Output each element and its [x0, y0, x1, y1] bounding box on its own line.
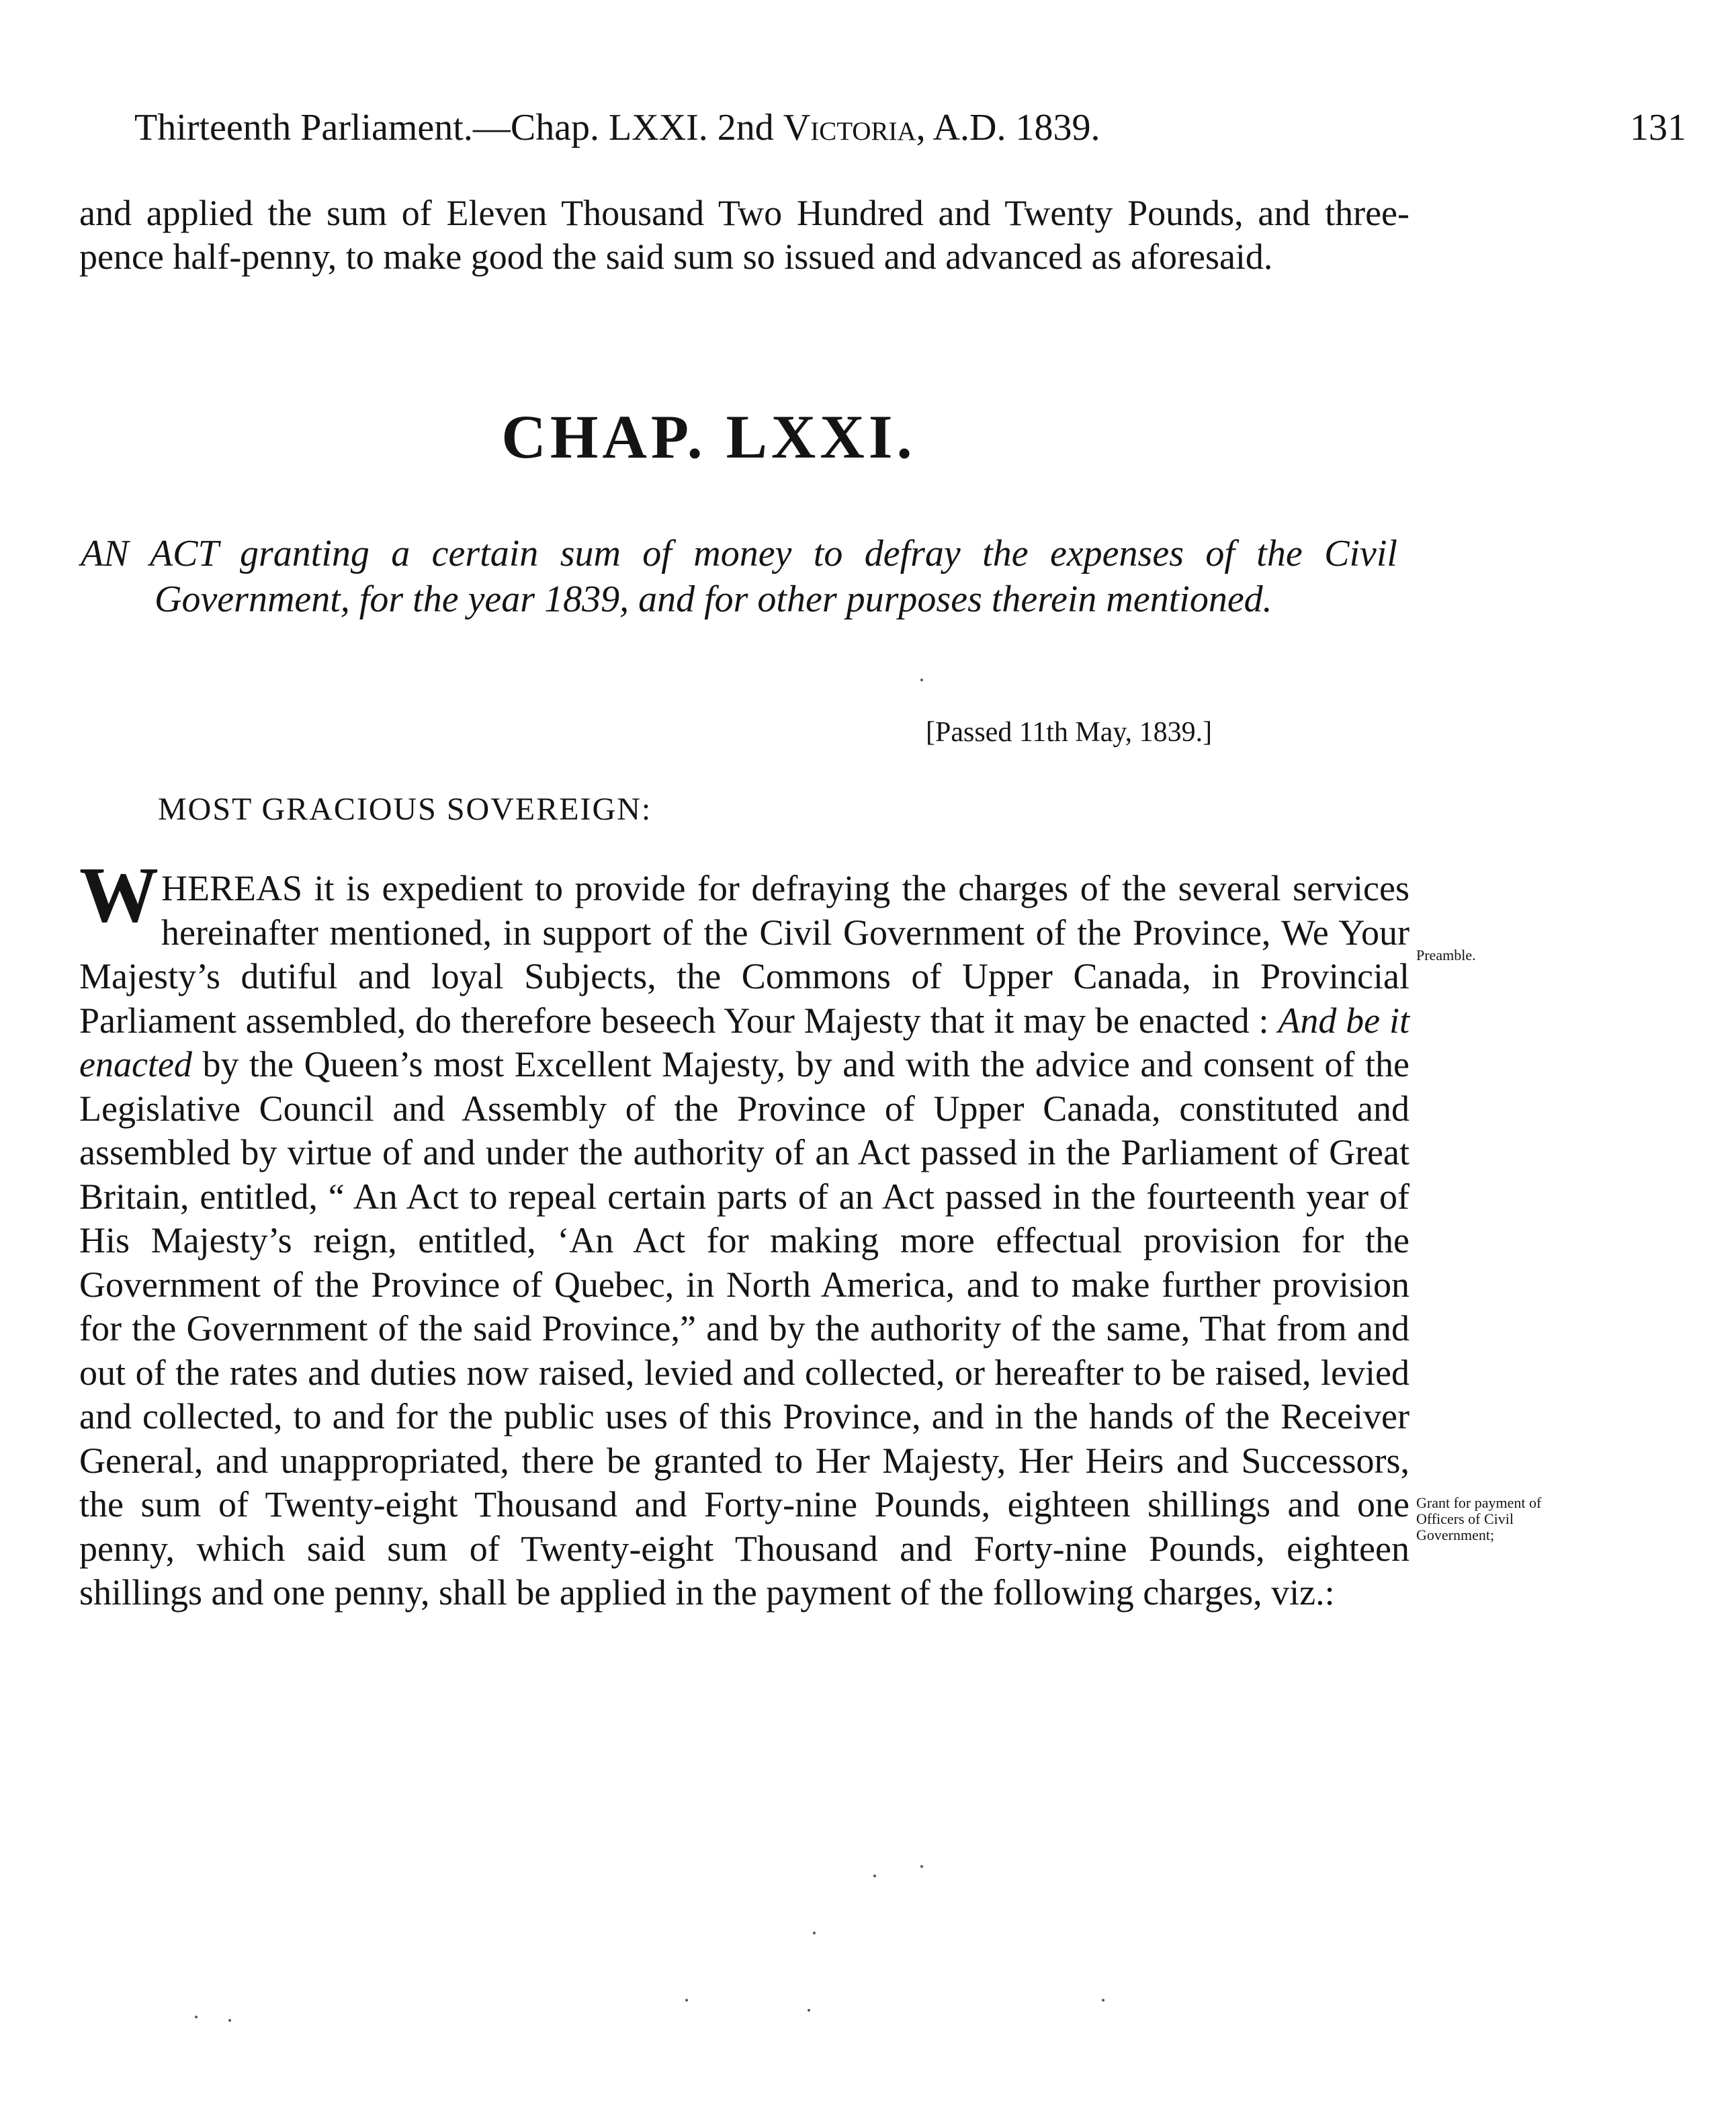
running-head-title: Thirteenth Parliament.—Chap. LXXI. 2nd Victoria, A.D. 1839. [134, 107, 1100, 148]
passed-date: [Passed 11th May, 1839.] [926, 717, 1213, 748]
sidenote-preamble: Preamble. [1416, 947, 1476, 963]
enacted-phrase: And be it enacted [79, 1000, 1409, 1084]
running-head [134, 101, 1686, 155]
continuation-paragraph: and applied the sum of Eleven Thousand Two Hundred and Twenty Pounds, and three-pence half-penny, to make good the said sum so issued and advanced as aforesaid. [79, 193, 1409, 277]
main-text-part-1: HEREAS it is expedient to provide for defraying the charges of the several services hereinafter mentioned, in support of the Civil Government of the Province, We Your Majesty’s dutiful and loyal Subjects, the Commons of Upper Canada, in Provincial Parliament assembled, do therefore beseech Your Majesty that it may be enacted : [79, 868, 1409, 1041]
main-paragraph [79, 851, 1409, 1615]
drop-cap: W [79, 851, 159, 939]
act-title: AN ACT granting a certain sum of money to defray the expenses of the Civil Government, for the year 1839, and for other purposes therein mentioned. [81, 533, 1397, 620]
salutation: MOST GRACIOUS SOVEREIGN: [158, 791, 652, 827]
chapter-heading: CHAP. LXXI. [501, 402, 916, 471]
page-number: 131 [1630, 107, 1686, 148]
sidenote-grant: Grant for payment of Officers of Civil Government; [1416, 1494, 1542, 1543]
main-text-part-2: by the Queen’s most Excellent Majesty, by and with the advice and consent of the Legislative Council and Assembly of the Province of Upper Canada, constituted and assembled by virtue of and under the authority of an Act passed in the Parliament of Great Britain, entitled, “ An Act to repeal certain parts of an Act passed in the fourteenth year of His Majesty’s reign, entitled, ‘An Act for making more effectual provision for the Government of the Province of Quebec, in North America, and to make further provision for the Government of the said Province,” and by the authority of the same, That from and out of the rates and duties now raised, levied and collected, or hereafter to be raised, levied and collected, to and for the public uses of this Province, and in the hands of the Receiver General, and unappropriated, there be granted to Her Majesty, Her Heirs and Successors, the sum of Twenty-eight Thousand and Forty-nine Pounds, eighteen shillings and one penny, which said sum of Twenty-eight Thousand and Forty-nine Pounds, eighteen shillings and one penny, shall be applied in the payment of the following charges, viz.: [79, 1044, 1409, 1613]
